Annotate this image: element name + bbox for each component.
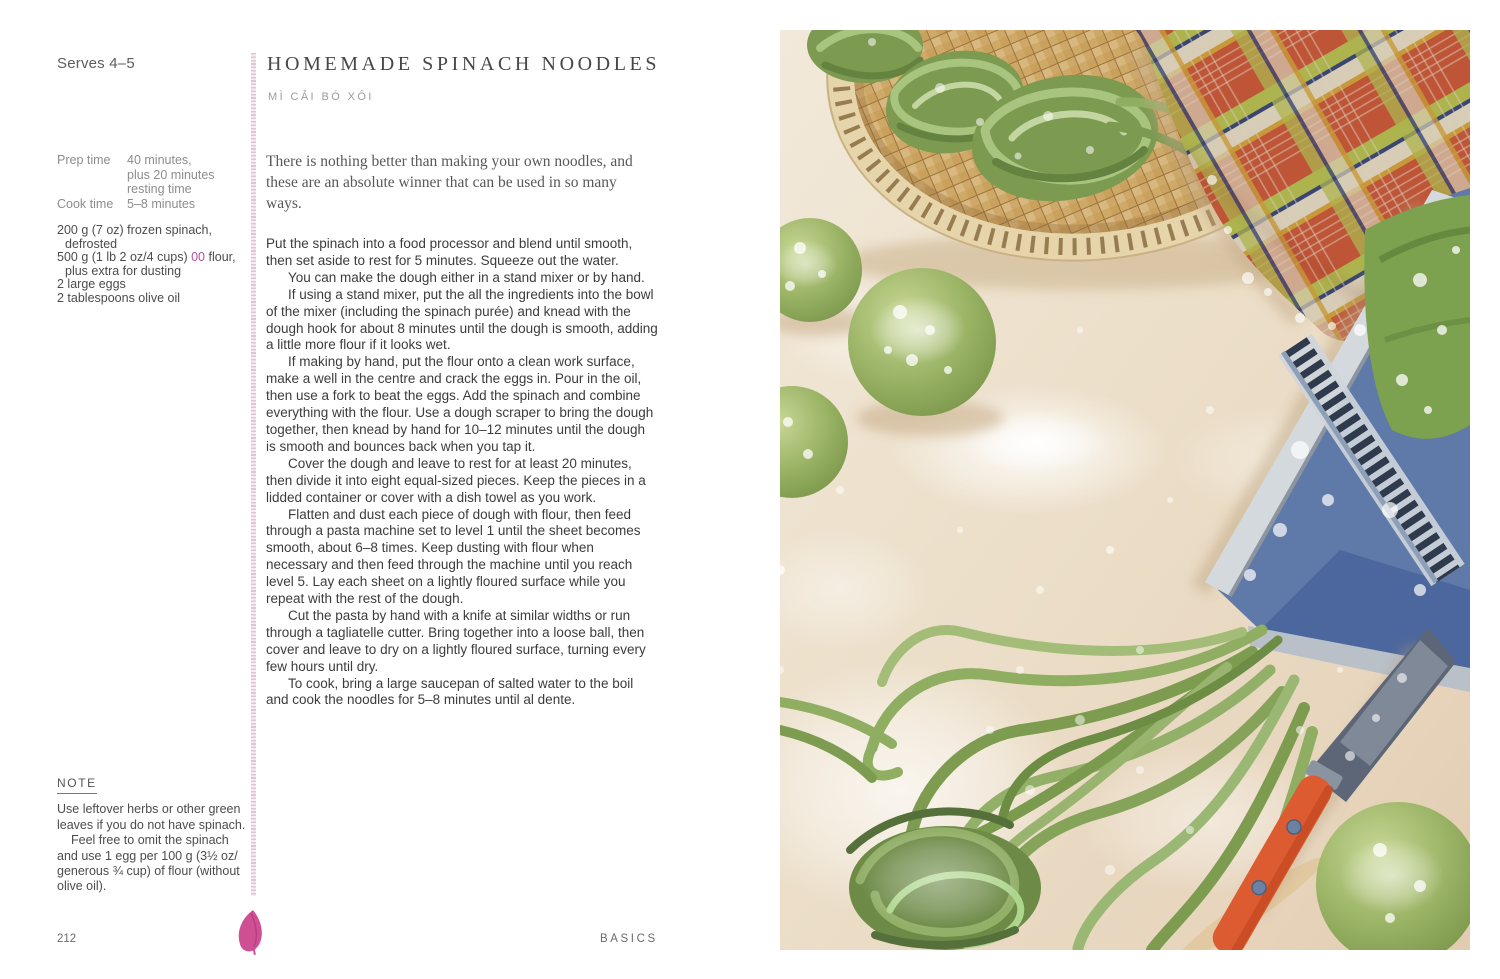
time-value: 40 minutes, plus 20 minutes resting time bbox=[127, 153, 215, 197]
ingredients-list bbox=[57, 224, 257, 306]
note-paragraph: Feel free to omit the spinach and use 1 egg per 100 g (3½ oz/ generous ¾ cup) of flour (without olive oil). bbox=[57, 833, 240, 894]
method-paragraph: Cut the pasta by hand with a knife at similar widths or run through a tagliatelle cutter. Bring together into a loose ball, then cover and leave to dry on a lightly floured surface, turning every few hours until dry. bbox=[266, 607, 646, 674]
method-paragraph: If making by hand, put the flour onto a clean work surface, make a well in the centre and crack the eggs in. Pour in the oil, then use a fork to beat the eggs. Add the spinach and combine everything with the flour. Use a dough scraper to bring the dough together, then knead by hand for 10–12 minutes until the dough is smooth and bounces back when you tap it. bbox=[266, 354, 654, 454]
recipe-photo bbox=[780, 30, 1470, 950]
recipe-title: HOMEMADE SPINACH NOODLES bbox=[267, 53, 661, 75]
section-label: BASICS bbox=[600, 933, 658, 945]
ingredient-line: 500 g (1 lb 2 oz/4 cups) 00 flour, plus extra for dusting bbox=[57, 250, 236, 278]
leaf-icon bbox=[235, 908, 267, 956]
time-table bbox=[57, 153, 215, 211]
note-heading: NOTE bbox=[57, 776, 97, 794]
method-text bbox=[266, 236, 658, 709]
recipe-intro: There is nothing better than making your own noodles, and these are an absolute winner that can be used in so many ways. bbox=[266, 153, 633, 212]
method-paragraph: Cover the dough and leave to rest for at least 20 minutes, then divide it into eight equal-sized pieces. Keep the pieces in a lidded container or cover with a dish towel as you work. bbox=[266, 455, 646, 505]
note-paragraphs bbox=[57, 802, 249, 894]
time-label: Cook time bbox=[57, 196, 114, 211]
recipe-subtitle-vietnamese: MÌ CẢI BÓ XÔI bbox=[268, 91, 374, 103]
time-value: 5–8 minutes bbox=[127, 196, 196, 211]
serves-text: Serves 4–5 bbox=[57, 55, 135, 72]
note-paragraph: Use leftover herbs or other green leaves if you do not have spinach. bbox=[57, 802, 246, 832]
method-paragraph: If using a stand mixer, put the all the ingredients into the bowl of the mixer (including the spinach purée) and knead with the dough hook for about 8 minutes until the dough is smooth, adding a little more flour if it looks wet. bbox=[266, 286, 658, 353]
method-paragraph: Put the spinach into a food processor and blend until smooth, then set aside to rest for 5 minutes. Squeeze out the water. bbox=[266, 236, 633, 268]
ingredient-line: 2 tablespoons olive oil bbox=[57, 290, 180, 305]
method-paragraph: To cook, bring a large saucepan of salted water to the boil and cook the noodles for 5–8 minutes until al dente. bbox=[266, 675, 634, 708]
stitched-divider bbox=[251, 53, 256, 896]
ingredient-line: 2 large eggs bbox=[57, 277, 126, 292]
method-paragraph: You can make the dough either in a stand mixer or by hand. bbox=[288, 269, 645, 285]
note-block bbox=[57, 776, 249, 895]
ingredient-line: 200 g (7 oz) frozen spinach, defrosted bbox=[57, 223, 212, 251]
time-label: Prep time bbox=[57, 153, 111, 167]
page-number: 212 bbox=[57, 933, 77, 945]
method-paragraph: Flatten and dust each piece of dough with flour, then feed through a pasta machine set to level 1 until the sheet becomes smooth, about 6–8 times. Keep dusting with flour when necessary and then feed through the machine until you reach level 5. Lay each sheet on a lightly floured surface while you repeat with the rest of the dough. bbox=[266, 506, 641, 607]
